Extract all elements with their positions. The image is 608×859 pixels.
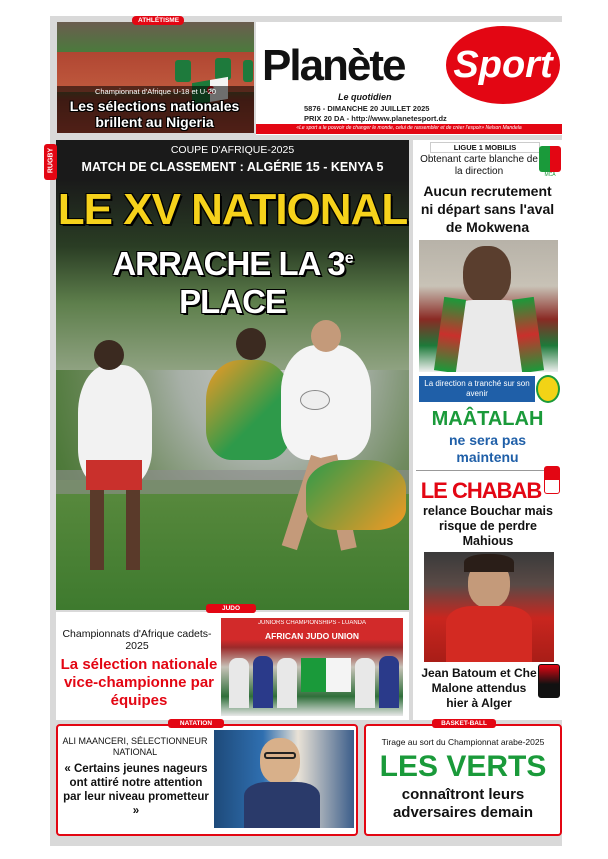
main-headline-2-post: PLACE [179, 283, 286, 320]
main-headline-1[interactable]: LE XV NATIONAL [57, 185, 408, 234]
rugby-player-tackler [306, 460, 406, 530]
athlete-figure [243, 60, 253, 82]
basket-headline-1[interactable]: LES VERTS [379, 750, 547, 783]
main-kicker: COUPE D'AFRIQUE-2025 [170, 144, 295, 156]
judo-banner-1: AFRICAN JUDO UNION [265, 631, 359, 641]
athletics-kicker: Championnat d'Afrique U-18 et U-20 [94, 87, 217, 96]
main-headline-2[interactable] [56, 240, 409, 321]
judo-tag: JUDO [206, 604, 256, 613]
issue-line: 5876 - DIMANCHE 20 JUILLET 2025 [304, 104, 430, 113]
section-divider [416, 470, 559, 471]
usma-badge [538, 664, 560, 698]
mca-badge [539, 146, 561, 172]
judo-headline[interactable]: La sélection nationale vice-championne par équipes [60, 656, 218, 709]
athletics-tag: ATHLÉTISME [132, 16, 184, 25]
mobilis-kicker: Obtenant carte blanche de la direction [420, 154, 538, 177]
rugby-tag-text: RUGBY [47, 147, 55, 174]
natation-kicker: ALI MAANCERI, SÉLECTIONNEUR NATIONAL [62, 736, 208, 757]
jsk-badge [536, 375, 560, 403]
athlete-figure [175, 60, 191, 82]
maatalah-headline-2[interactable]: ne sera pas maintenu [448, 432, 527, 465]
chabab-caption[interactable]: Jean Batoum et Che Malone attendus hier à Alger [421, 666, 537, 710]
main-subkicker: MATCH DE CLASSEMENT : ALGÉRIE 15 - KENYA 5 [81, 160, 384, 174]
mobilis-headline[interactable]: Aucun recrutement ni départ sans l'aval de Mokwena [420, 183, 555, 235]
athletics-headline[interactable]: Les sélections nationales brillent au Nigeria [69, 98, 240, 130]
masthead-quote: «Le sport a le pouvoir de changer le monde, celui de rassembler et de créer l'espoir» Nelson Mandela [296, 125, 522, 131]
basket-kicker: Tirage au sort du Championnat arabe-2025 [381, 737, 545, 747]
logo-sport[interactable]: Sport [446, 26, 560, 104]
judo-banner-2: JUNIORS CHAMPIONSHIPS - LUANDA [257, 620, 366, 626]
chabab-headline-1[interactable]: LE CHABAB [420, 478, 542, 503]
main-headline-2-sup: e [344, 250, 353, 267]
chabab-headline-2[interactable]: relance Bouchar mais risque de perdre Mahious [423, 504, 553, 548]
main-headline-2-pre: ARRACHE LA 3 [112, 245, 345, 282]
mobilis-tag: LIGUE 1 MOBILIS [430, 142, 540, 153]
rugby-ball [300, 390, 330, 410]
natation-tag: NATATION [168, 719, 224, 728]
judo-kicker: Championnats d'Afrique cadets-2025 [62, 628, 212, 652]
judo-team-photo[interactable] [221, 618, 403, 716]
maatalah-headline-1[interactable]: MAÂTALAH [431, 408, 544, 430]
maanceri-photo[interactable] [214, 730, 354, 828]
rugby-player-orange [206, 360, 292, 460]
price-line: PRIX 20 DA - http://www.planetesport.dz [304, 114, 447, 123]
logo-subtitle: Le quotidien [338, 92, 392, 102]
crb-badge [544, 466, 560, 494]
logo-planete[interactable]: Planète [262, 41, 405, 90]
bouchar-photo[interactable] [424, 552, 554, 662]
basket-headline-2[interactable]: connaîtront leurs adversaires demain [392, 786, 534, 821]
mokwena-photo[interactable] [419, 240, 558, 372]
natation-quote[interactable]: « Certains jeunes nageurs ont attiré notre attention par leur niveau prometteur » [63, 763, 209, 817]
basket-tag: BASKET-BALL [432, 719, 496, 728]
maatalah-kicker: La direction a tranché sur son avenir [424, 379, 530, 398]
mca-badge-text: MCA [544, 172, 556, 178]
